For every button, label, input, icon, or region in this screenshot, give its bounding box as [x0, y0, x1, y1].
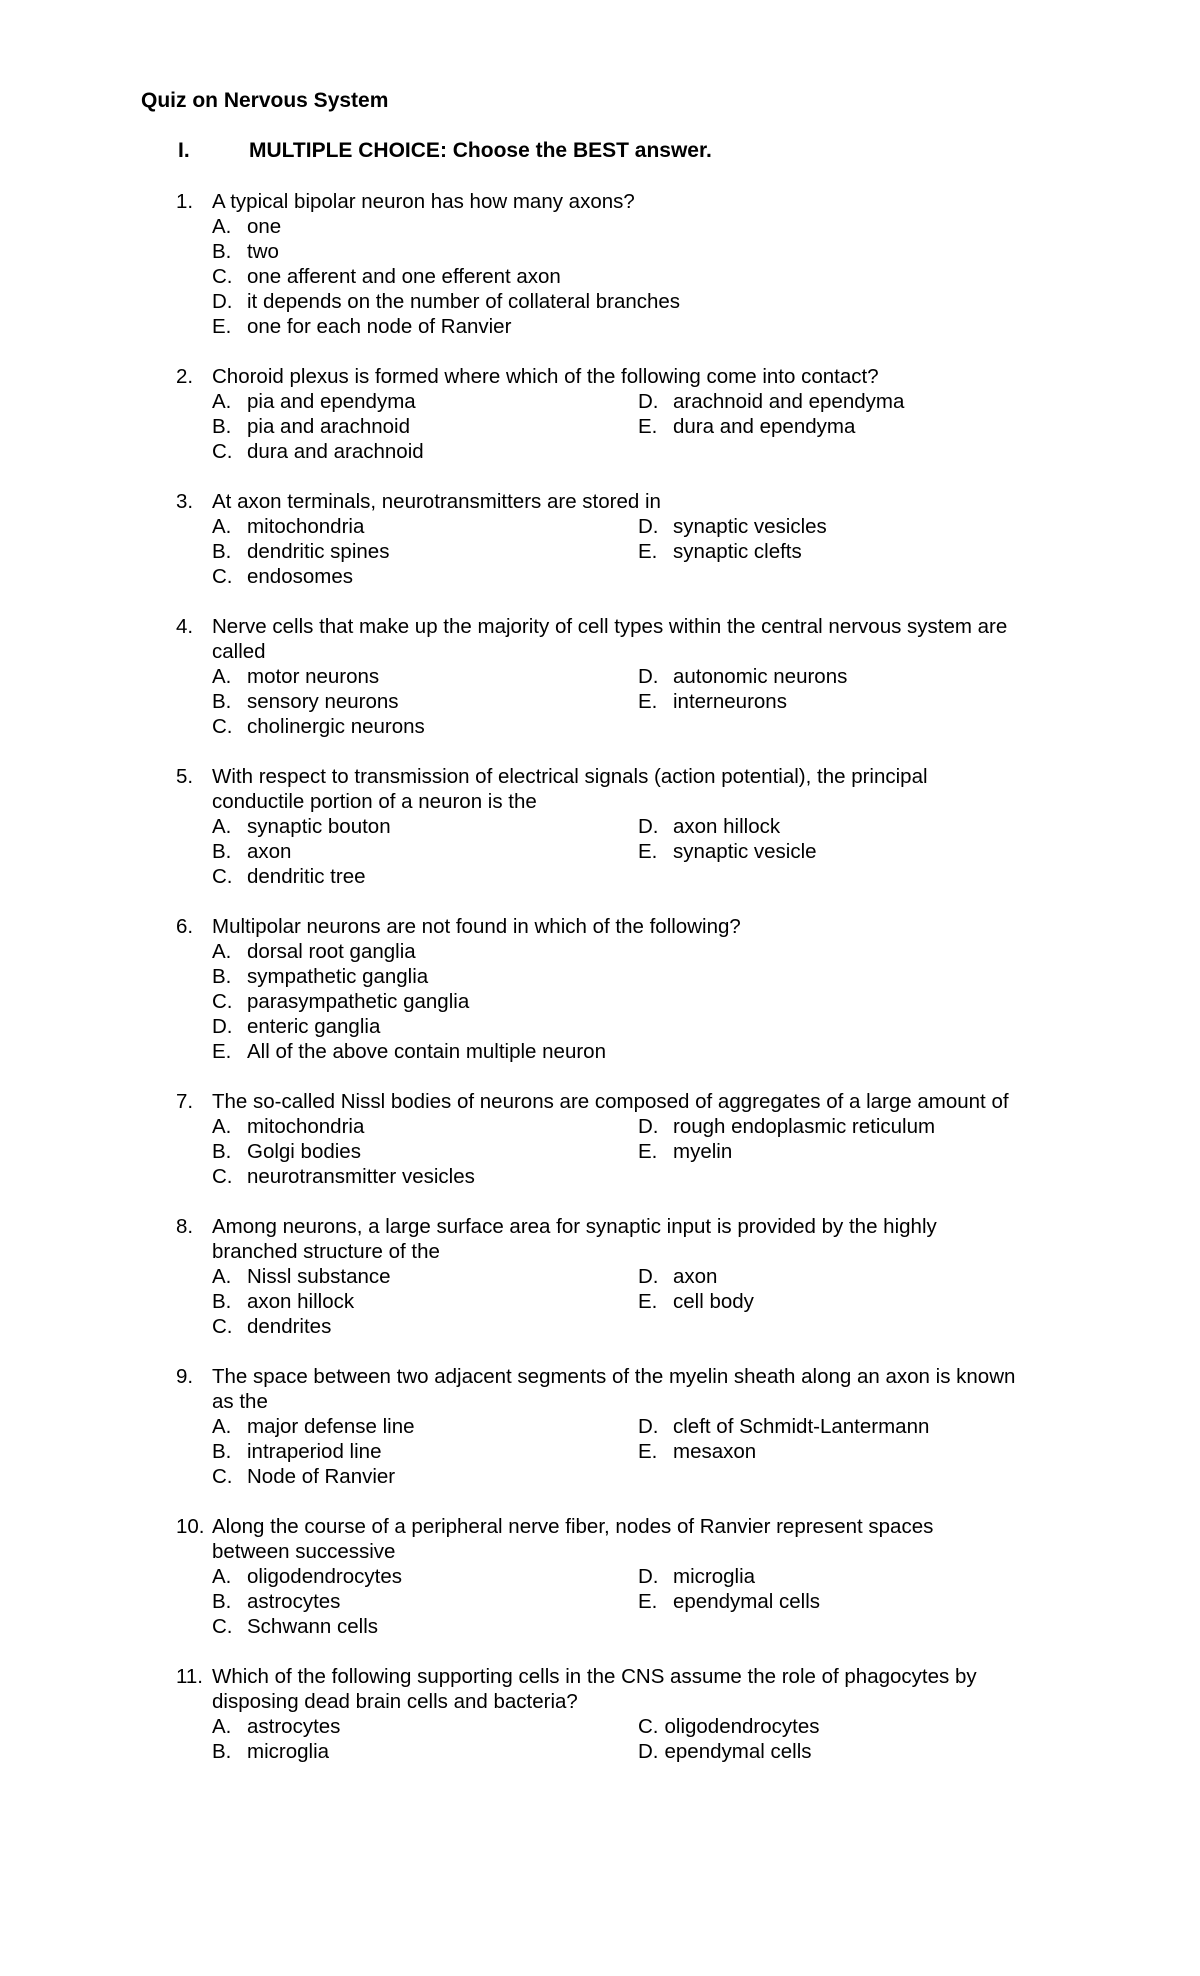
option-e: E. myelin	[638, 1140, 733, 1163]
option-a: A. major defense line	[212, 1415, 415, 1438]
question-number: 8.	[176, 1215, 194, 1238]
section-instructions: MULTIPLE CHOICE: Choose the BEST answer.	[249, 139, 712, 162]
question-text: Choroid plexus is formed where which of the following come into contact?	[212, 365, 879, 388]
option-c: C. parasympathetic ganglia	[212, 990, 470, 1013]
option-e: E. interneurons	[638, 690, 787, 713]
option-c: C. neurotransmitter vesicles	[212, 1165, 475, 1188]
option-a: A. pia and ependyma	[212, 390, 416, 413]
option-b: B. pia and arachnoid	[212, 415, 410, 438]
section-number: I.	[178, 139, 190, 162]
question-text-continued: disposing dead brain cells and bacteria?	[212, 1690, 578, 1713]
option-c: C. cholinergic neurons	[212, 715, 425, 738]
question-number: 4.	[176, 615, 194, 638]
option-d: D. it depends on the number of collateral branches	[212, 290, 681, 313]
question-number: 5.	[176, 765, 194, 788]
option-b: B. dendritic spines	[212, 540, 390, 563]
option-c: C. dendrites	[212, 1315, 332, 1338]
question-text-continued: branched structure of the	[212, 1240, 440, 1263]
option-c: C. one afferent and one efferent axon	[212, 265, 561, 288]
question-text-continued: as the	[212, 1390, 268, 1413]
page-title: Quiz on Nervous System	[141, 89, 389, 112]
option-d: D. cleft of Schmidt-Lantermann	[638, 1415, 930, 1438]
question-text-continued: called	[212, 640, 266, 663]
option-d: D. arachnoid and ependyma	[638, 390, 905, 413]
option-a: A. dorsal root ganglia	[212, 940, 416, 963]
question-number: 10.	[176, 1515, 205, 1538]
option-e: E. mesaxon	[638, 1440, 757, 1463]
option-b: B. microglia	[212, 1740, 330, 1763]
option-b: B. sympathetic ganglia	[212, 965, 429, 988]
option-b: B. Golgi bodies	[212, 1140, 361, 1163]
question-6	[176, 914, 1076, 1064]
option-b: B. two	[212, 240, 279, 263]
option-c: C. oligodendrocytes	[638, 1715, 820, 1738]
question-text: The so-called Nissl bodies of neurons are composed of aggregates of a large amount of	[212, 1090, 1009, 1113]
question-1	[176, 189, 1076, 339]
option-b: B. astrocytes	[212, 1590, 341, 1613]
option-b: B. axon hillock	[212, 1290, 355, 1313]
option-c: C. dendritic tree	[212, 865, 366, 888]
question-number: 11.	[176, 1665, 203, 1688]
question-4	[176, 614, 1076, 739]
option-c: C. Schwann cells	[212, 1615, 379, 1638]
option-e: E. All of the above contain multiple neuron	[212, 1040, 606, 1063]
question-5	[176, 764, 1076, 889]
option-a: A. mitochondria	[212, 515, 365, 538]
option-a: A. motor neurons	[212, 665, 380, 688]
question-3	[176, 489, 1076, 589]
question-text: The space between two adjacent segments of the myelin sheath along an axon is known	[212, 1365, 1016, 1388]
question-text: Among neurons, a large surface area for synaptic input is provided by the highly	[212, 1215, 937, 1238]
option-d: D. enteric ganglia	[212, 1015, 381, 1038]
question-text-continued: conductile portion of a neuron is the	[212, 790, 537, 813]
question-10	[176, 1514, 1076, 1639]
option-d: D. rough endoplasmic reticulum	[638, 1115, 936, 1138]
option-d: D. microglia	[638, 1565, 756, 1588]
question-text: Nerve cells that make up the majority of cell types within the central nervous system are	[212, 615, 1008, 638]
question-7	[176, 1089, 1076, 1189]
option-c: C. endosomes	[212, 565, 353, 588]
question-text-continued: between successive	[212, 1540, 396, 1563]
question-2	[176, 364, 1076, 464]
option-e: E. one for each node of Ranvier	[212, 315, 512, 338]
option-d: D. ependymal cells	[638, 1740, 812, 1763]
option-e: E. dura and ependyma	[638, 415, 856, 438]
option-e: E. synaptic vesicle	[638, 840, 817, 863]
question-number: 3.	[176, 490, 194, 513]
option-e: E. synaptic clefts	[638, 540, 802, 563]
question-text: At axon terminals, neurotransmitters are stored in	[212, 490, 661, 513]
option-d: D. axon	[638, 1265, 718, 1288]
option-a: A. synaptic bouton	[212, 815, 391, 838]
option-b: B. intraperiod line	[212, 1440, 382, 1463]
question-9	[176, 1364, 1076, 1489]
question-number: 1.	[176, 190, 194, 213]
option-b: B. sensory neurons	[212, 690, 399, 713]
option-a: A. oligodendrocytes	[212, 1565, 402, 1588]
option-e: E. ependymal cells	[638, 1590, 820, 1613]
question-number: 2.	[176, 365, 194, 388]
question-text: A typical bipolar neuron has how many axons?	[212, 190, 635, 213]
option-d: D. synaptic vesicles	[638, 515, 827, 538]
question-text: With respect to transmission of electrical signals (action potential), the principal	[212, 765, 928, 788]
question-8	[176, 1214, 1076, 1339]
question-number: 6.	[176, 915, 194, 938]
question-number: 9.	[176, 1365, 194, 1388]
question-text: Along the course of a peripheral nerve fiber, nodes of Ranvier represent spaces	[212, 1515, 934, 1538]
option-c: C. dura and arachnoid	[212, 440, 424, 463]
option-d: D. autonomic neurons	[638, 665, 848, 688]
option-d: D. axon hillock	[638, 815, 781, 838]
option-b: B. axon	[212, 840, 292, 863]
question-number: 7.	[176, 1090, 194, 1113]
question-text: Multipolar neurons are not found in which of the following?	[212, 915, 741, 938]
option-e: E. cell body	[638, 1290, 754, 1313]
option-a: A. mitochondria	[212, 1115, 365, 1138]
option-a: A. astrocytes	[212, 1715, 341, 1738]
question-11	[176, 1664, 1076, 1764]
option-a: A. one	[212, 215, 282, 238]
option-c: C. Node of Ranvier	[212, 1465, 396, 1488]
option-a: A. Nissl substance	[212, 1265, 391, 1288]
question-text: Which of the following supporting cells in the CNS assume the role of phagocytes by	[212, 1665, 977, 1688]
